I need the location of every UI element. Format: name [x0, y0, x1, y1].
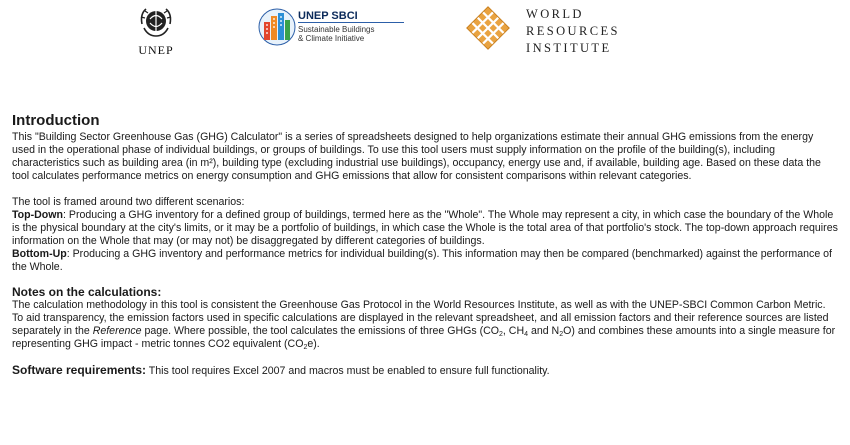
top-down-text: : Producing a GHG inventory for a defined group of buildings, termed here as the "Whole". The Whole may represent a city, in which case the boundary of the Whole is the physical boundary at the city's limits, or it may be a portfolio of buildings, in which case the Whole is the total area of that portfolio's stock. The top-down approach requires information on the Whole that may (or may not) be disaggregated by different categories of buildings. [12, 209, 838, 247]
top-down-paragraph [12, 209, 838, 248]
reference-word: Reference [92, 325, 142, 337]
software-requirements-text: This tool requires Excel 2007 and macros must be enabled to ensure full functionality. [146, 365, 550, 377]
notes-text: The calculation methodology in this tool is consistent the Greenhouse Gas Protocol in the World Resources Institute, as well as with the UNEP-SBCI Common Carbon Metric. To aid transparency, the emission factors used in specific calculations are displayed in the relevant spreadsheet, and all emission factors and their reference sources are listed separately in the Reference page. Where possible, the tool calculates the emissions of three GHGs ($CO_2$, $CH_4$ and $N_2O$) and combines these amounts into a single measure for representing GHG impact - metric tonnes CO2 equivalent $(CO_2e)$. [12, 299, 836, 351]
scenarios-lead: The tool is framed around two different scenarios: [12, 196, 245, 208]
document-body [12, 112, 838, 378]
wri-logo [460, 4, 640, 54]
wri-knot-icon [460, 4, 516, 52]
introduction-heading: Introduction [12, 112, 100, 129]
bottom-up-label: Bottom-Up [12, 248, 67, 260]
software-requirements [12, 364, 838, 378]
unep-sbci-logo [258, 8, 408, 46]
bottom-up-text: : Producing a GHG inventory and performance metrics for individual building(s). This information may then be compared (benchmarked) against the performance of the Whole. [12, 248, 832, 273]
sbci-subtitle-line2: & Climate Initiative [298, 34, 365, 43]
bottom-up-paragraph [12, 248, 838, 274]
software-requirements-label: Software requirements: [12, 363, 147, 377]
top-down-label: Top-Down [12, 209, 63, 221]
sbci-rule [298, 22, 404, 23]
notes-heading: Notes on the calculations: [12, 285, 162, 299]
wri-line2: RESOURCES [526, 24, 620, 38]
sbci-buildings-icon [258, 8, 296, 46]
logo-bar [0, 0, 850, 60]
unep-logo [126, 4, 186, 56]
unep-label: UNEP [138, 43, 174, 57]
sbci-subtitle-line1: Sustainable Buildings [298, 25, 375, 34]
unep-emblem-icon [136, 4, 176, 40]
wri-line1: WORLD [526, 7, 584, 21]
wri-line3: INSTITUTE [526, 41, 612, 55]
sbci-title: UNEP SBCI [298, 10, 358, 22]
introduction-text: This "Building Sector Greenhouse Gas (GHG) Calculator" is a series of spreadsheets designed to help organizations estimate their annual GHG emissions from the energy used in the operational phase of individual buildings, or groups of buildings. To use this tool users must supply information on the profile of the building(s), including characteristics such as building area (in m²), building type (excluding industrial use buildings), occupancy, energy use and, if available, building age. Based on these data the tool calculates performance metrics on energy consumption and GHG emissions that allow for consistent comparisons within relevant categories. [12, 131, 821, 182]
